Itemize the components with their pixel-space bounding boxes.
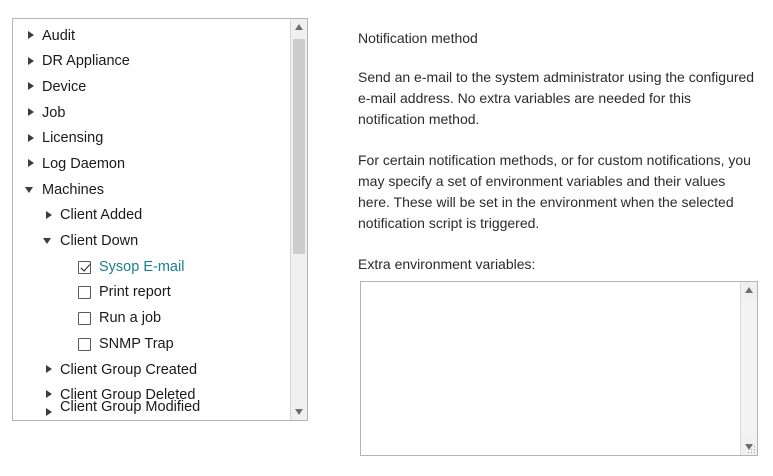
chevron-right-icon[interactable] [43,363,57,377]
scroll-down-button[interactable] [291,403,307,420]
twisty-spacer-icon [61,311,75,325]
tree-item-label: Job [42,104,66,121]
textarea-vertical-scrollbar[interactable] [740,282,757,455]
tree-item-label: Sysop E-mail [99,258,185,275]
tree-item-label: DR Appliance [42,53,130,70]
checkbox-unchecked[interactable] [78,286,91,299]
tree-item-label: Run a job [99,310,162,327]
chevron-right-icon[interactable] [43,406,57,420]
tree-item-label: Client Group Modified [60,399,201,416]
extra-environment-variables-field [360,281,758,456]
notification-details-pane [358,18,760,458]
textarea-resize-grip[interactable] [745,443,755,453]
chevron-right-icon[interactable] [43,388,57,402]
tree-item[interactable] [13,357,289,383]
twisty-spacer-icon [61,337,75,351]
tree-item[interactable] [13,229,289,255]
tree-vertical-scrollbar[interactable] [290,19,307,420]
tree-item-label: Licensing [42,130,104,147]
checkbox-unchecked[interactable] [78,338,91,351]
tree-item-label: Machines [42,181,105,198]
chevron-right-icon[interactable] [25,132,39,146]
twisty-spacer-icon [61,286,75,300]
tree-item[interactable] [13,177,289,203]
method-description-paragraph: Send an e-mail to the system administrator using the configured e-mail address. No extra variables are needed for this notification method. [358,68,755,127]
tree-item-label: Print report [99,284,171,301]
tree-item-label: Client Down [60,233,139,250]
chevron-down-icon[interactable] [25,183,39,197]
chevron-down-icon [295,409,303,415]
tree-item-label: Client Added [60,207,143,224]
tree-item[interactable] [13,49,289,75]
tree-item-label: SNMP Trap [99,335,174,352]
chevron-right-icon[interactable] [25,106,39,120]
tree-item[interactable] [13,331,289,357]
checkbox-unchecked[interactable] [78,312,91,325]
extra-environment-variables-input[interactable] [361,282,740,455]
scrollbar-thumb[interactable] [293,39,305,254]
section-title: Notification method [358,30,478,46]
tree-item[interactable] [13,74,289,100]
tree-item-label: Audit [42,27,76,44]
chevron-up-icon [295,24,303,30]
tree-item-label: Log Daemon [42,156,126,173]
tree-item-label: Device [42,78,87,95]
tree-scroll-area [13,19,289,420]
tree-item[interactable] [13,126,289,152]
tree-item[interactable] [13,23,289,49]
chevron-right-icon[interactable] [25,157,39,171]
textarea-scroll-up-button[interactable] [741,282,757,299]
chevron-right-icon[interactable] [43,209,57,223]
chevron-right-icon[interactable] [25,80,39,94]
chevron-right-icon[interactable] [25,29,39,43]
notification-tree-panel [12,18,308,421]
tree-item[interactable] [13,203,289,229]
chevron-right-icon[interactable] [25,55,39,69]
checkbox-checked[interactable] [78,261,91,274]
twisty-spacer-icon [61,260,75,274]
tree-item[interactable] [13,306,289,332]
tree-item-label: Client Group Created [60,361,198,378]
tree-item[interactable] [13,151,289,177]
tree-item[interactable] [13,280,289,306]
notification-tree [13,19,289,420]
chevron-down-icon[interactable] [43,234,57,248]
extra-environment-variables-label: Extra environment variables: [358,255,536,272]
scroll-up-button[interactable] [291,19,307,36]
env-variables-description-paragraph: For certain notification methods, or for custom notifications, you may specify a set of environment variables and their values here. These will be set in the environment when the selected notification script is triggered. [358,151,751,231]
tree-item[interactable] [13,254,289,280]
tree-item[interactable] [13,100,289,126]
tree-item-label: Client Group Deleted [60,387,196,404]
tree-item[interactable] [13,399,289,420]
chevron-up-icon [745,287,753,293]
